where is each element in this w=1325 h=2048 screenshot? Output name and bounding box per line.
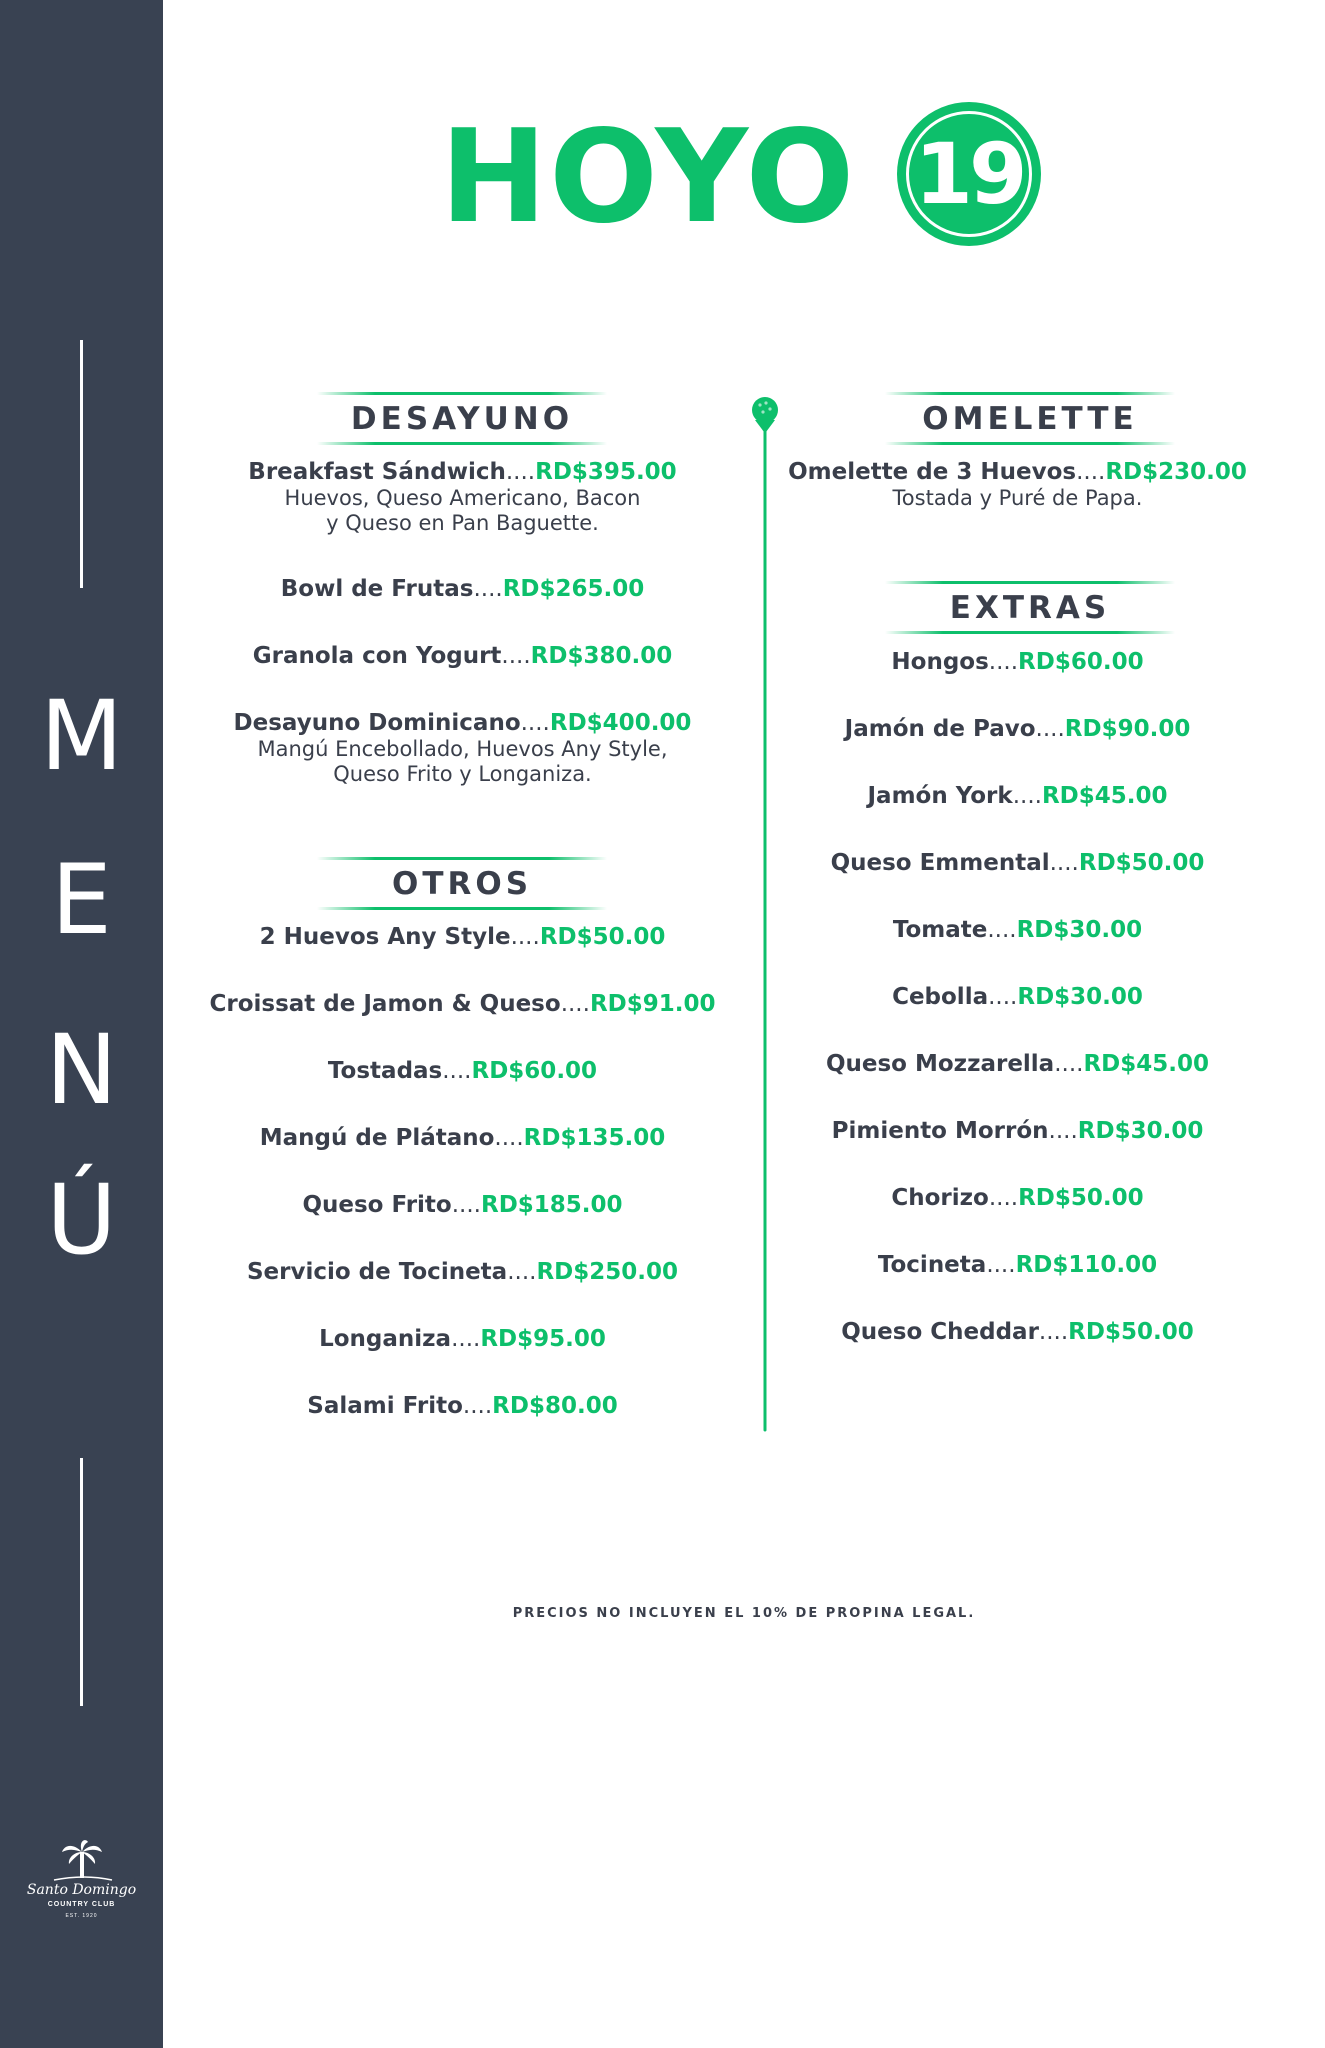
item-description: Mangú Encebollado, Huevos Any Style,: [257, 737, 668, 761]
item-name: 2 Huevos Any Style: [259, 924, 511, 950]
item-price: RD$95.00: [480, 1326, 606, 1352]
item-price: RD$45.00: [1083, 1051, 1210, 1077]
item-dots: ....: [442, 1058, 472, 1084]
menu-item: [780, 983, 1255, 1011]
item-dots: ....: [987, 917, 1017, 943]
menu-item: [780, 1184, 1255, 1212]
item-dots: ....: [560, 991, 590, 1017]
menu-item: [205, 923, 720, 951]
item-price: RD$60.00: [471, 1058, 598, 1084]
item-dots: ....: [520, 710, 550, 736]
menu-item: [780, 648, 1255, 676]
sidebar-line-bottom: [80, 1458, 83, 1706]
item-name: Mangú de Plátano: [259, 1125, 495, 1151]
sidebar-letter-e: E: [51, 844, 112, 956]
item-dots: ....: [507, 1259, 537, 1285]
section-title: EXTRAS: [949, 590, 1111, 626]
item-name: Breakfast Sándwich: [248, 459, 506, 485]
sidebar-letter-m: M: [40, 680, 123, 792]
item-price: RD$110.00: [1015, 1252, 1158, 1278]
menu-item: [780, 458, 1255, 511]
item-price: RD$395.00: [535, 459, 677, 485]
menu-item: [780, 1318, 1255, 1346]
item-price: RD$250.00: [536, 1259, 679, 1285]
item-name: Jamón York: [867, 783, 1013, 809]
menu-item: [205, 1325, 720, 1353]
sidebar-letter-u: Ú: [46, 1164, 117, 1276]
title-word: HOYO: [440, 103, 857, 252]
menu-item: [780, 715, 1255, 743]
menu-item: [205, 642, 720, 670]
golf-tee-divider-icon: [745, 392, 785, 1432]
item-name: Cebolla: [892, 984, 989, 1010]
menu-item: [780, 1251, 1255, 1279]
item-description: Huevos, Queso Americano, Bacon: [284, 486, 641, 510]
item-name: Queso Mozzarella: [825, 1051, 1055, 1077]
item-name: Omelette de 3 Huevos: [788, 459, 1077, 485]
item-description: y Queso en Pan Baguette.: [326, 511, 599, 535]
section-heading-desayuno: [317, 392, 607, 448]
item-dots: ....: [1054, 1051, 1084, 1077]
item-price: RD$380.00: [530, 643, 673, 669]
menu-item: [205, 990, 720, 1018]
item-dots: ....: [451, 1326, 481, 1352]
item-price: RD$50.00: [1068, 1319, 1194, 1345]
item-price: RD$50.00: [539, 924, 666, 950]
section-heading-extras: [885, 581, 1175, 637]
item-dots: ....: [505, 459, 536, 485]
item-name: Queso Frito: [302, 1192, 452, 1218]
item-name: Queso Emmental: [830, 850, 1050, 876]
menu-item: [205, 458, 720, 536]
item-price: RD$80.00: [492, 1393, 618, 1419]
item-price: RD$60.00: [1018, 649, 1144, 675]
item-price: RD$30.00: [1016, 917, 1143, 943]
title-number-badge: [897, 102, 1041, 246]
item-dots: ....: [462, 1393, 493, 1419]
menu-item: [780, 782, 1255, 810]
item-name: Chorizo: [891, 1185, 989, 1211]
item-dots: ....: [501, 643, 531, 669]
menu-item: [205, 1392, 720, 1420]
item-price: RD$185.00: [480, 1192, 623, 1218]
logo-est-text: EST. 1920: [65, 1913, 98, 1919]
item-dots: ....: [988, 649, 1019, 675]
item-price: RD$50.00: [1078, 850, 1205, 876]
item-dots: ....: [988, 984, 1018, 1010]
sidebar: [0, 0, 163, 2048]
menu-item: [205, 1057, 720, 1085]
item-price: RD$90.00: [1064, 716, 1191, 742]
item-name: Jamón de Pavo: [844, 716, 1036, 742]
menu-item: [205, 1124, 720, 1152]
item-dots: ....: [1076, 459, 1106, 485]
logo-script-text: Santo Domingo: [26, 1882, 137, 1898]
item-dots: ....: [1049, 850, 1079, 876]
item-name: Pimiento Morrón: [831, 1118, 1049, 1144]
item-name: Croissat de Jamon & Queso: [209, 991, 561, 1017]
item-name: Tostadas: [327, 1058, 443, 1084]
menu-item: [780, 916, 1255, 944]
section-title: DESAYUNO: [350, 401, 574, 437]
item-dots: ....: [510, 924, 540, 950]
item-dots: ....: [1038, 1319, 1069, 1345]
menu-item: [780, 849, 1255, 877]
item-price: RD$45.00: [1041, 783, 1168, 809]
menu-item: [205, 709, 720, 787]
item-description: Tostada y Puré de Papa.: [892, 486, 1143, 510]
item-price: RD$30.00: [1017, 984, 1143, 1010]
item-dots: ....: [988, 1185, 1019, 1211]
item-name: Hongos: [891, 649, 989, 675]
item-dots: ....: [451, 1192, 481, 1218]
item-name: Bowl de Frutas: [280, 576, 474, 602]
section-heading-otros: [317, 857, 607, 913]
item-name: Salami Frito: [307, 1393, 463, 1419]
country-club-logo: [14, 1838, 149, 1920]
footer-note: PRECIOS NO INCLUYEN EL 10% DE PROPINA LEGAL.: [512, 1606, 976, 1621]
item-name: Tocineta: [877, 1252, 987, 1278]
item-dots: ....: [473, 576, 503, 602]
item-name: Tomate: [892, 917, 988, 943]
item-dots: ....: [494, 1125, 524, 1151]
palm-tree-icon: [14, 1838, 149, 1882]
sidebar-line-top: [80, 340, 83, 588]
item-price: RD$230.00: [1105, 459, 1247, 485]
item-dots: ....: [1035, 716, 1065, 742]
item-dots: ....: [1012, 783, 1042, 809]
item-price: RD$265.00: [502, 576, 645, 602]
item-name: Desayuno Dominicano: [233, 710, 521, 736]
item-name: Servicio de Tocineta: [246, 1259, 508, 1285]
item-name: Longaniza: [319, 1326, 452, 1352]
section-title: OTROS: [391, 866, 533, 902]
item-name: Queso Cheddar: [841, 1319, 1039, 1345]
menu-item: [205, 575, 720, 603]
menu-title: [440, 100, 1060, 270]
section-heading-omelette: [885, 392, 1175, 448]
section-title: OMELETTE: [922, 401, 1138, 437]
menu-item: [205, 1191, 720, 1219]
item-price: RD$400.00: [549, 710, 692, 736]
item-price: RD$91.00: [589, 991, 716, 1017]
item-name: Granola con Yogurt: [252, 643, 502, 669]
item-price: RD$135.00: [523, 1125, 666, 1151]
logo-sub-text: COUNTRY CLUB: [47, 1901, 116, 1908]
item-price: RD$30.00: [1077, 1118, 1204, 1144]
item-description: Queso Frito y Longaniza.: [333, 762, 592, 786]
menu-item: [780, 1117, 1255, 1145]
menu-item: [205, 1258, 720, 1286]
menu-item: [780, 1050, 1255, 1078]
title-number: 19: [906, 111, 1032, 237]
item-dots: ....: [1048, 1118, 1078, 1144]
item-price: RD$50.00: [1018, 1185, 1144, 1211]
sidebar-letter-n: N: [45, 1014, 118, 1126]
item-dots: ....: [986, 1252, 1016, 1278]
